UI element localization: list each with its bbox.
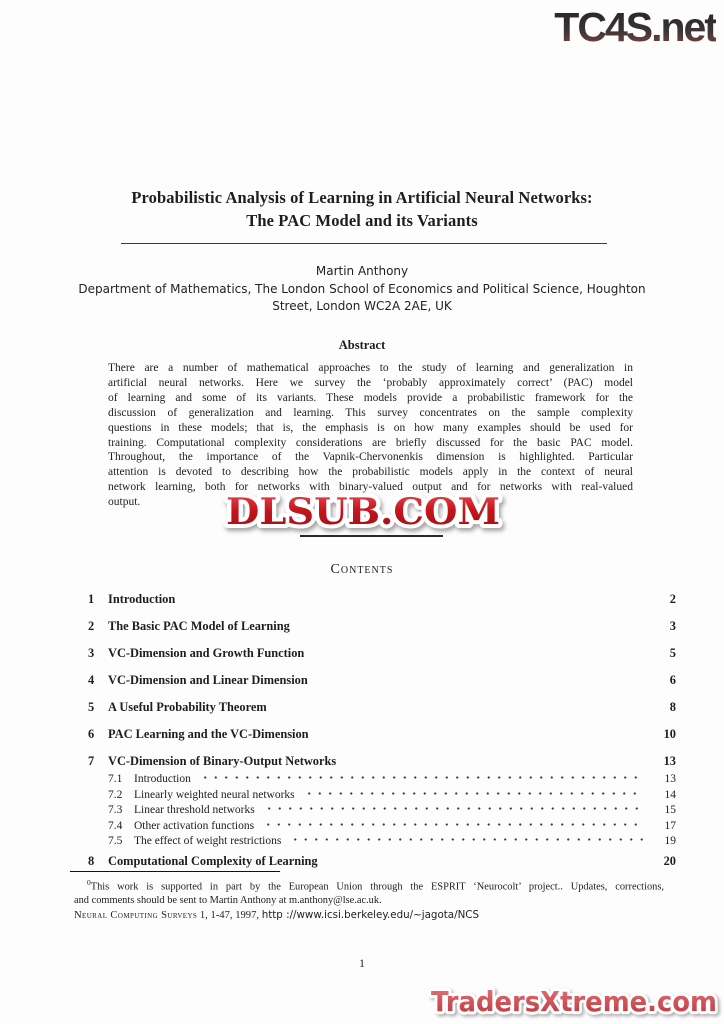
abstract-end-rule: [300, 535, 443, 537]
paper-title-line2: The PAC Model and its Variants: [246, 211, 478, 230]
footnote-line1: [74, 876, 664, 894]
journal-line: [74, 909, 479, 921]
toc-page: 2: [669, 592, 676, 606]
toc-row: [88, 786, 676, 802]
toc-row: [88, 753, 676, 770]
abstract-heading: Abstract: [338, 338, 386, 352]
toc-page: 13: [664, 773, 676, 785]
page-number: 1: [359, 958, 365, 970]
toc-page: 8: [669, 700, 676, 714]
abstract-line: questions in these models; that is, the emphasis is on how many examples should be used for: [108, 421, 633, 434]
journal-url: http ://www.icsi.berkeley.edu/~jagota/NCS: [261, 909, 479, 921]
abstract-line: network learning, both for networks with binary-valued output and for networks with real-valued: [108, 481, 633, 494]
toc-title: The effect of weight restrictions: [134, 835, 282, 847]
toc-page: 13: [663, 754, 676, 768]
dot-leader: [288, 832, 643, 844]
paper-title-line1: Probabilistic Analysis of Learning in Artificial Neural Networks:: [131, 188, 593, 207]
dot-leader: [261, 817, 643, 829]
abstract-line: output.: [108, 496, 141, 509]
title-divider-rule: [121, 243, 607, 244]
toc-list: [88, 591, 676, 880]
footnote-rule: [70, 871, 280, 872]
toc-page: 3: [669, 619, 676, 633]
byline: [34, 263, 690, 316]
affiliation-line2: Street, London WC2A 2AE, UK: [272, 299, 452, 313]
author-name: Martin Anthony: [315, 264, 409, 278]
toc-page: 5: [669, 646, 676, 660]
toc-row: [88, 817, 676, 833]
toc-row: [88, 726, 676, 743]
toc-title: The Basic PAC Model of Learning: [108, 619, 290, 633]
toc-title: Introduction: [134, 773, 191, 785]
toc-title: Linear threshold networks: [134, 804, 255, 816]
toc-number: 7.1: [108, 773, 123, 785]
toc-number: 7.3: [108, 804, 123, 816]
contents-heading: Contents: [330, 562, 394, 577]
toc-row: [88, 699, 676, 716]
toc-number: 5: [88, 700, 95, 714]
journal-name: Neural Computing Surveys: [74, 910, 198, 921]
toc-page: 17: [664, 819, 676, 832]
toc-number: 7.5: [108, 835, 123, 847]
abstract-line: attention is devoted to describing how the probabilistic models apply in the context of neural: [108, 466, 633, 479]
affiliation-line1: Department of Mathematics, The London School of Economics and Political Science, Houghton: [78, 281, 646, 296]
toc-row: [88, 618, 676, 635]
toc-title: VC-Dimension and Growth Function: [108, 646, 305, 660]
abstract-line: There are a number of mathematical approaches to the study of learning and generalization in: [108, 362, 633, 374]
toc-title: VC-Dimension of Binary-Output Networks: [108, 754, 337, 768]
toc-page: 6: [669, 673, 676, 687]
dot-leader: [262, 801, 643, 813]
toc-page: 14: [664, 788, 676, 801]
toc-row: [88, 853, 676, 870]
toc-title: A Useful Probability Theorem: [108, 700, 267, 714]
toc-title: Other activation functions: [134, 819, 255, 832]
dlsub-watermark-banner[interactable]: [217, 484, 509, 538]
toc-number: 6: [88, 727, 95, 741]
dot-leader: [198, 770, 643, 782]
toc-title: VC-Dimension and Linear Dimension: [108, 673, 308, 687]
toc-number: 7: [88, 754, 95, 768]
tradersxtreme-watermark-banner[interactable]: [424, 980, 724, 1022]
footnote-line2: and comments should be sent to Martin Anthony at m.anthony@lse.ac.uk.: [74, 894, 382, 906]
toc-number: 2: [88, 619, 95, 633]
footnote-marker: 0: [87, 878, 91, 887]
toc-number: 1: [88, 592, 95, 606]
toc-title: Computational Complexity of Learning: [108, 853, 318, 868]
toc-number: 8: [88, 853, 95, 868]
toc-page: 19: [664, 835, 676, 847]
footnote-text1: This work is supported in part by the European Union through the ESPRIT ‘Neurocolt’ project.. Updates, corrections,: [90, 881, 664, 893]
toc-row: [88, 672, 676, 689]
toc-row: [88, 645, 676, 662]
dot-leader: [302, 786, 643, 798]
toc-number: 7.4: [108, 819, 123, 832]
toc-row: [88, 591, 676, 608]
toc-row: [88, 801, 676, 817]
toc-row: [88, 832, 676, 848]
toc-number: 3: [88, 646, 95, 660]
footnote: [74, 876, 664, 907]
dlsub-watermark-text: DLSUB.COM: [226, 491, 500, 533]
journal-info: 1, 1-47, 1997,: [197, 910, 262, 921]
toc-page: 10: [663, 727, 676, 741]
tc4s-watermark-logo[interactable]: TC4S.net: [554, 4, 716, 50]
toc-row: [88, 770, 676, 786]
toc-title: Introduction: [108, 592, 176, 606]
toc-page: 20: [663, 853, 676, 868]
abstract-line: training. Computational complexity considerations are briefly discussed for the basic PAC model.: [108, 436, 633, 449]
paper-title: [0, 186, 724, 232]
abstract-line: of learning and some of its variants. These models provide a probabilistic framework for the: [108, 391, 633, 404]
tradersxtreme-watermark-text: TradersXtreme.com: [431, 985, 717, 1018]
toc-number: 4: [88, 673, 95, 687]
toc-page: 15: [664, 804, 676, 816]
abstract-line: Throughout, the importance of the Vapnik-Chervonenkis dimension is highlighted. Particular: [108, 451, 633, 464]
abstract-line: artificial neural networks. Here we survey the ‘probably approximately correct’ (PAC) model: [108, 376, 633, 389]
toc-title: Linearly weighted neural networks: [134, 788, 295, 801]
toc-number: 7.2: [108, 788, 123, 801]
abstract-line: discussion of generalization and learning. This survey concentrates on the sample complexity: [108, 406, 633, 419]
toc-title: PAC Learning and the VC-Dimension: [108, 727, 309, 741]
